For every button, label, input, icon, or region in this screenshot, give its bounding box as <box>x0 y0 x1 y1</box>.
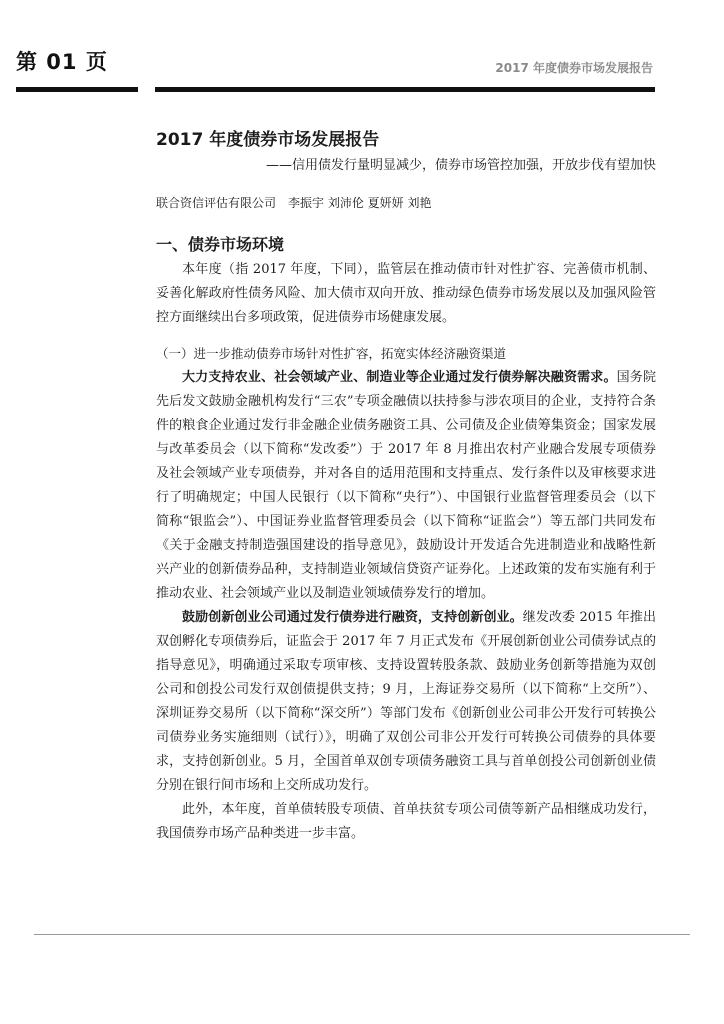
paragraph-agriculture <box>156 366 656 606</box>
paragraph-text: 国务院先后发文鼓励金融机构发行“三农”专项金融债以扶持参与涉农项目的企业，支持符合条件的粮食企业通过发行非金融企业债务融资工具、公司债及企业债筹集资金；国家发展与改革委员会（以下简称“发改委”）于 2017 年 8 月推出农村产业融合发展专项债券及社会领域产业专项债券，并对各自的适用范围和支持重点、发行条件以及审核要求进行了明确规定；中国人民银行（以下简称“央行”）、中国银行业监督管理委员会（以下简称“银监会”）、中国证券业监督管理委员会（以下简称“证监会”）等五部门共同发布《关于金融支持制造强国建设的指导意见》，鼓励设计开发适合先进制造业和战略性新兴产业的创新债券品种，支持制造业领域信贷资产证券化。上述政策的发布实施有利于推动农业、社会领域产业以及制造业领域债券发行的增加。 <box>156 370 656 601</box>
intro-paragraph: 本年度（指 2017 年度，下同），监管层在推动债市针对性扩容、完善债市机制、妥善化解政府性债务风险、加大债市双向开放、推动绿色债券市场发展以及加强风险管控方面继续出台多项政策，促进债券市场健康发展。 <box>156 262 656 325</box>
document-body <box>156 128 656 846</box>
footer-rule <box>34 934 690 935</box>
document-title: 2017 年度债券市场发展报告 <box>156 130 380 150</box>
paragraph-new-products: 此外，本年度，首单债转股专项债、首单扶贫专项公司债等新产品相继成功发行，我国债券市场产品种类进一步丰富。 <box>156 802 656 841</box>
header-rule-right <box>155 87 655 92</box>
document-subtitle: ——信用债发行量明显减少，债券市场管控加强，开放步伐有望加快 <box>265 158 656 173</box>
paragraph-lead-bold: 大力支持农业、社会领域产业、制造业等企业通过发行债券解决融资需求。 <box>182 370 617 385</box>
page-number: 第 01 页 <box>16 50 108 74</box>
section-heading: 一、债券市场环境 <box>156 235 285 254</box>
header-rule-left <box>16 87 138 92</box>
paragraph-innovation <box>156 606 656 798</box>
running-header-title: 2017 年度债券市场发展报告 <box>495 61 653 75</box>
author-line: 联合资信评估有限公司 李振宇 刘沛伦 夏妍妍 刘艳 <box>156 196 432 210</box>
paragraph-text: 继发改委 2015 年推出双创孵化专项债券后，证监会于 2017 年 7 月正式发布《开展创新创业公司债券试点的指导意见》，明确通过采取专项审核、支持设置转股条款、鼓励业务创新等措施为双创公司和创投公司发行双创债提供支持；9 月，上海证券交易所（以下简称“上交所”）、深圳证券交易所（以下简称“深交所”）等部门发布《创新创业公司非公开发行可转换公司债券业务实施细则（试行）》，明确了双创公司非公开发行可转换公司债券的具体要求，支持创新创业。5 月，全国首单双创专项债务融资工具与首单创投公司创新创业债分别在银行间市场和上交所成功发行。 <box>156 610 656 793</box>
paragraph-lead-bold: 鼓励创新创业公司通过发行债券进行融资，支持创新创业。 <box>182 610 523 625</box>
subsection-heading: （一）进一步推动债券市场针对性扩容，拓宽实体经济融资渠道 <box>156 346 507 361</box>
